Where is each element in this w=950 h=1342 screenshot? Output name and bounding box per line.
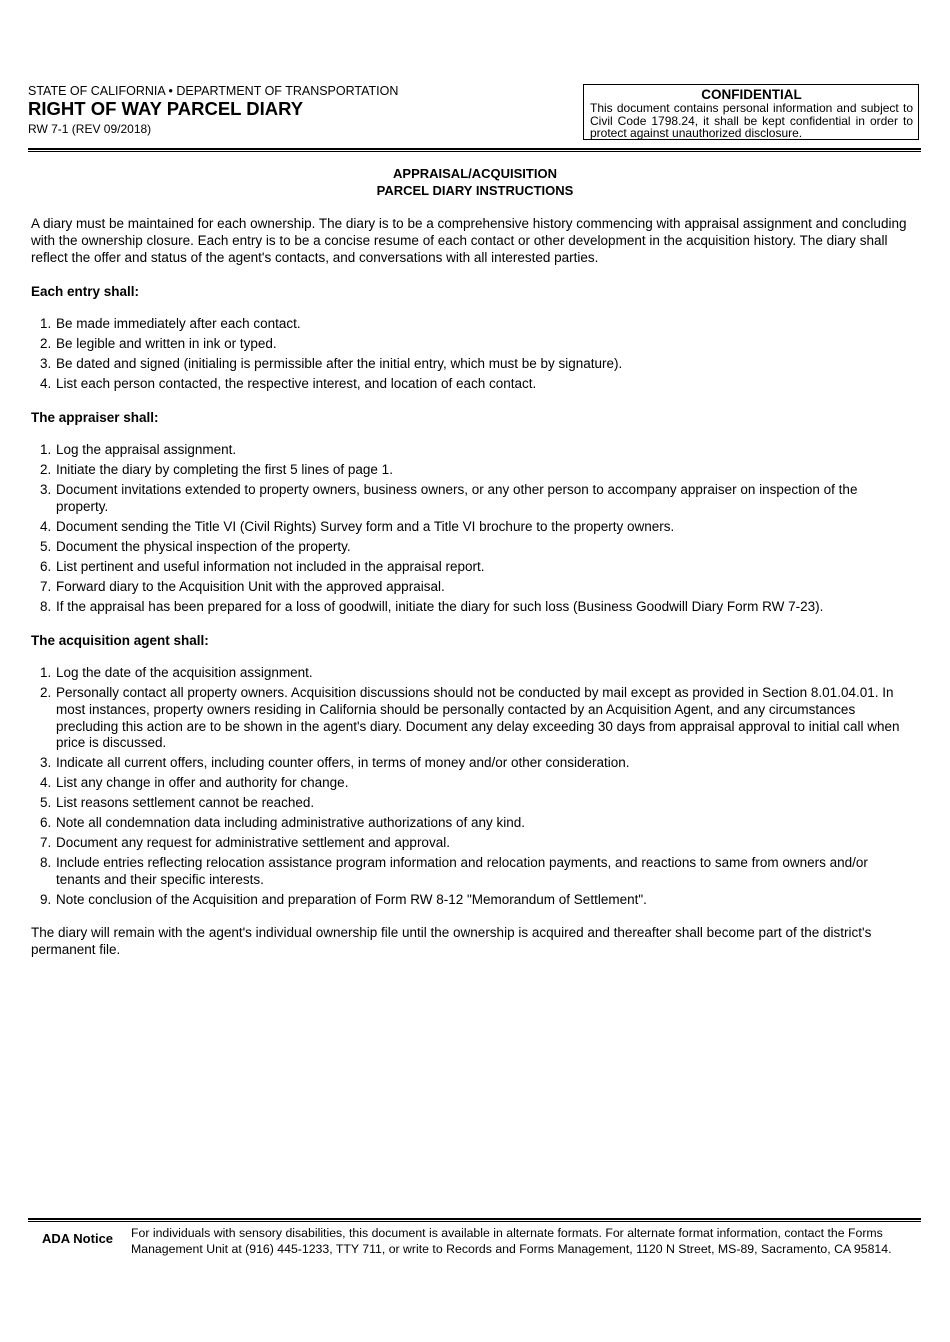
list-item-number: 4. (40, 518, 52, 534)
list-item-text: List each person contacted, the respective interest, and location of each contact. (56, 375, 537, 391)
confidential-notice-box (583, 84, 919, 140)
list-item-text: Log the date of the acquisition assignment. (56, 665, 313, 680)
agent-list (31, 665, 911, 912)
list-item-text: Initiate the diary by completing the first 5 lines of page 1. (56, 461, 393, 477)
list-item-text: Log the appraisal assignment. (56, 442, 237, 457)
list-item (31, 559, 911, 576)
instructions-heading-line2: PARCEL DIARY INSTRUCTIONS (376, 183, 574, 198)
form-revision: RW 7-1 (REV 09/2018) (28, 122, 152, 136)
list-item (31, 855, 911, 889)
confidential-title: CONFIDENTIAL (701, 87, 802, 102)
list-item-text: Indicate all current offers, including counter offers, in terms of money and/or other consideration. (56, 755, 630, 771)
list-item-text: Note conclusion of the Acquisition and preparation of Form RW 8-12 "Memorandum of Settlement". (56, 892, 647, 908)
list-item-number: 5. (40, 795, 52, 811)
ada-notice-label: ADA Notice (42, 1231, 114, 1246)
entry-heading: Each entry shall: (31, 284, 140, 299)
list-item-number: 2. (40, 684, 52, 700)
list-item (31, 755, 911, 772)
footer-divider (28, 1218, 921, 1222)
list-item (31, 482, 911, 516)
list-item (31, 336, 911, 353)
list-item (31, 775, 911, 792)
list-item-number: 8. (40, 855, 52, 871)
list-item-number: 3. (40, 755, 52, 771)
agency-line: STATE OF CALIFORNIA • DEPARTMENT OF TRANSPORTATION (28, 84, 399, 98)
list-item-text: List any change in offer and authority for change. (56, 775, 349, 791)
list-item-number: 1. (40, 316, 52, 331)
list-item-number: 4. (40, 775, 52, 791)
list-item-number: 6. (40, 558, 52, 574)
list-item (31, 665, 911, 682)
list-item-number: 2. (40, 461, 52, 477)
entry-list (31, 316, 911, 396)
list-item-text: Document sending the Title VI (Civil Rights) Survey form and a Title VI brochure to the property owners. (56, 518, 675, 534)
list-item (31, 462, 911, 479)
list-item-text: Document invitations extended to property owners, business owners, or any other person to accompany appraiser on inspection of the property. (56, 481, 858, 514)
list-item (31, 356, 911, 373)
intro-paragraph: A diary must be maintained for each ownership. The diary is to be a comprehensive history commencing with appraisal assignment and concluding with the ownership closure. Each entry is to be a concise resume of each contact or other development in the acquisition history. The diary shall reflect the offer and status of the agent's contacts, and conversations with all interested parties. (31, 216, 907, 265)
list-item-number: 7. (40, 835, 52, 851)
list-item (31, 519, 911, 536)
list-item-number: 4. (40, 375, 52, 391)
list-item (31, 599, 911, 616)
list-item-number: 1. (40, 442, 52, 457)
list-item (31, 795, 911, 812)
instructions-heading-line1: APPRAISAL/ACQUISITION (393, 166, 557, 181)
list-item-number: 3. (40, 355, 52, 371)
list-item-text: Forward diary to the Acquisition Unit with the approved appraisal. (56, 578, 445, 594)
list-item-text: Be dated and signed (initialing is permissible after the initial entry, which must be by signature). (56, 355, 623, 371)
list-item (31, 579, 911, 596)
list-item-number: 6. (40, 815, 52, 831)
list-item-number: 1. (40, 665, 52, 680)
appraiser-list (31, 442, 911, 619)
list-item-text: Include entries reflecting relocation assistance program information and relocation payments, and reactions to same from owners and/or tenants and their specific interests. (56, 855, 868, 888)
ada-notice-text: For individuals with sensory disabilities, this document is available in alternate formats. For alternate format information, contact the Forms Management Unit at (916) 445-1233, TTY 711, or write to Records and Forms Management, 1120 N Street, MS-89, Sacramento, CA 95814. (131, 1226, 892, 1256)
list-item-number: 2. (40, 335, 52, 351)
list-item-number: 7. (40, 578, 52, 594)
list-item (31, 815, 911, 832)
list-item (31, 892, 911, 909)
list-item-number: 3. (40, 481, 52, 497)
list-item-text: List pertinent and useful information not included in the appraisal report. (56, 558, 485, 574)
list-item (31, 316, 911, 333)
list-item (31, 442, 911, 459)
list-item-text: Document the physical inspection of the property. (56, 538, 351, 554)
list-item-number: 9. (40, 892, 52, 908)
list-item-text: Document any request for administrative settlement and approval. (56, 835, 450, 851)
appraiser-heading: The appraiser shall: (31, 410, 159, 425)
list-item-text: Personally contact all property owners. Acquisition discussions should not be conducted by mail except as provided in Section 8.01.04.01. In most instances, property owners residing in California should be personally contacted by an Acquisition Agent, and any circumstances precluding this action are to be shown in the agent's diary. Document any delay exceeding 30 days from appraisal approval to initial call when price is discussed. (56, 684, 900, 751)
list-item (31, 539, 911, 556)
list-item (31, 376, 911, 393)
list-item-text: Note all condemnation data including administrative authorizations of any kind. (56, 815, 526, 831)
list-item-text: Be made immediately after each contact. (56, 316, 301, 331)
confidential-text: This document contains personal information and subject to Civil Code 1798.24, it shall be kept confidential in order to protect against unauthorized disclosure. (590, 101, 913, 140)
list-item-number: 8. (40, 598, 52, 614)
closing-paragraph: The diary will remain with the agent's individual ownership file until the ownership is acquired and thereafter shall become part of the district's permanent file. (31, 925, 872, 957)
list-item-text: Be legible and written in ink or typed. (56, 335, 277, 351)
list-item (31, 685, 911, 752)
list-item-text: If the appraisal has been prepared for a loss of goodwill, initiate the diary for such loss (Business Goodwill Diary Form RW 7-23). (56, 598, 824, 614)
list-item-number: 5. (40, 538, 52, 554)
header-divider (28, 148, 921, 152)
list-item-text: List reasons settlement cannot be reached. (56, 795, 315, 811)
agent-heading: The acquisition agent shall: (31, 633, 209, 648)
form-title: RIGHT OF WAY PARCEL DIARY (28, 98, 304, 119)
list-item (31, 835, 911, 852)
